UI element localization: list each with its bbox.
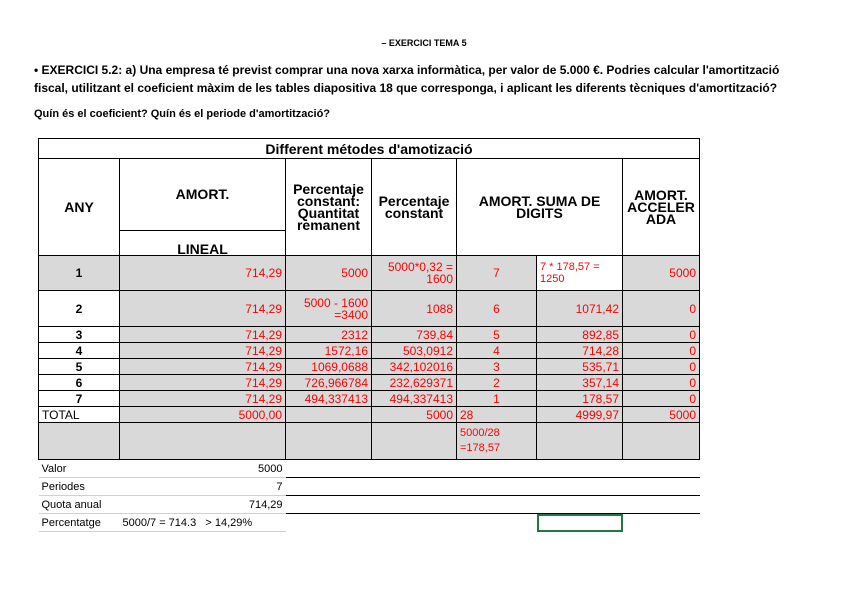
row-digit: 5 xyxy=(457,327,537,343)
row-any: 6 xyxy=(39,375,120,391)
total-row xyxy=(39,407,700,423)
row-remanent: 2312 xyxy=(286,327,372,343)
table-row xyxy=(39,391,700,407)
valor-row xyxy=(39,460,700,478)
periodes-label: Periodes xyxy=(39,478,120,496)
total-digit: 28 xyxy=(457,407,537,423)
amortization-table xyxy=(38,138,700,532)
empty-cell xyxy=(372,460,457,478)
valor-label: Valor xyxy=(39,460,120,478)
empty-cell xyxy=(623,514,700,532)
row-accelerada: 0 xyxy=(623,327,700,343)
total-constant: 5000 xyxy=(372,407,457,423)
row-lineal: 714,29 xyxy=(120,291,286,327)
row-remanent: 5000 xyxy=(286,256,372,291)
empty-cell xyxy=(457,478,537,496)
row-constant: 342,102016 xyxy=(372,359,457,375)
row-constant: 503,0912 xyxy=(372,343,457,359)
quota-label: Quota anual xyxy=(39,496,120,514)
row-any: 5 xyxy=(39,359,120,375)
row-digit: 1 xyxy=(457,391,537,407)
total-label: TOTAL xyxy=(39,407,120,423)
row-digit: 4 xyxy=(457,343,537,359)
row-accelerada: 0 xyxy=(623,391,700,407)
row-lineal: 714,29 xyxy=(120,327,286,343)
row-remanent: 1069,0688 xyxy=(286,359,372,375)
percentatge-calc-text: 5000/7 = 714.3 xyxy=(122,516,197,529)
empty-cell xyxy=(372,478,457,496)
row-constant: 1088 xyxy=(372,291,457,327)
header-pct-constant: Percentaje constant xyxy=(372,159,457,256)
suma-digits-note: 5000/28 =178,57 xyxy=(457,423,537,460)
note-empty xyxy=(623,423,700,460)
row-suma: 357,14 xyxy=(537,375,623,391)
row-suma: 1071,42 xyxy=(537,291,623,327)
row-remanent: 726,966784 xyxy=(286,375,372,391)
note-row xyxy=(39,423,700,460)
total-accelerada: 5000 xyxy=(623,407,700,423)
note-empty xyxy=(372,423,457,460)
empty-cell xyxy=(537,460,623,478)
row-digit: 3 xyxy=(457,359,537,375)
empty-cell xyxy=(286,478,372,496)
total-lineal: 5000,00 xyxy=(120,407,286,423)
periodes-row xyxy=(39,478,700,496)
row-lineal: 714,29 xyxy=(120,359,286,375)
note-empty xyxy=(120,423,286,460)
table-row xyxy=(39,256,700,291)
row-constant: 5000*0,32 = 1600 xyxy=(372,256,457,291)
row-any: 7 xyxy=(39,391,120,407)
row-remanent: 494,337413 xyxy=(286,391,372,407)
exercise-statement: • EXERCICI 5.2: a) Una empresa té previst comprar una nova xarxa informàtica, per valor de 5.000 €. Podries calcular l'amortització fiscal, utilitzant el coeficient màxim de les tables diapositiva 18 que corresponga, i aplicant les diferents tècniques d'amortització? xyxy=(34,63,780,95)
quota-row xyxy=(39,496,700,514)
percentatge-result: > 14,29% xyxy=(205,516,253,529)
row-accelerada: 0 xyxy=(623,359,700,375)
row-suma: 892,85 xyxy=(537,327,623,343)
row-digit: 6 xyxy=(457,291,537,327)
exercise-heading: – EXERCICI TEMA 5 xyxy=(381,38,467,48)
row-constant: 232,629371 xyxy=(372,375,457,391)
note-empty xyxy=(537,423,623,460)
empty-cell xyxy=(537,478,623,496)
row-digit: 7 xyxy=(457,256,537,291)
empty-cell xyxy=(623,478,700,496)
empty-cell xyxy=(537,496,623,514)
row-constant: 494,337413 xyxy=(372,391,457,407)
row-any: 3 xyxy=(39,327,120,343)
header-accelerada: AMORT. ACCELER ADA xyxy=(623,159,700,256)
empty-cell xyxy=(286,460,372,478)
table-title: Different métodes d'amotizació xyxy=(39,139,700,159)
row-suma: 535,71 xyxy=(537,359,623,375)
row-accelerada: 0 xyxy=(623,291,700,327)
row-accelerada: 0 xyxy=(623,375,700,391)
total-suma: 4999,97 xyxy=(537,407,623,423)
row-accelerada: 0 xyxy=(623,343,700,359)
header-row xyxy=(39,159,700,231)
header-lineal: LINEAL xyxy=(120,230,286,255)
empty-cell xyxy=(286,496,372,514)
row-remanent: 1572,16 xyxy=(286,343,372,359)
row-lineal: 714,29 xyxy=(120,343,286,359)
row-lineal: 714,29 xyxy=(120,256,286,291)
total-remanent-empty xyxy=(286,407,372,423)
table-row xyxy=(39,375,700,391)
selected-cell[interactable] xyxy=(537,514,623,532)
row-lineal: 714,29 xyxy=(120,391,286,407)
row-any: 4 xyxy=(39,343,120,359)
percentatge-calc xyxy=(120,514,286,532)
empty-cell xyxy=(457,460,537,478)
empty-cell xyxy=(372,496,457,514)
row-accelerada: 5000 xyxy=(623,256,700,291)
row-digit: 2 xyxy=(457,375,537,391)
empty-cell xyxy=(372,514,457,532)
row-constant: 739,84 xyxy=(372,327,457,343)
empty-cell xyxy=(457,496,537,514)
table-row xyxy=(39,327,700,343)
row-suma: 714,28 xyxy=(537,343,623,359)
row-suma: 178,57 xyxy=(537,391,623,407)
header-pct-remanent: Percentaje constant: Quantitat remanent xyxy=(286,159,372,256)
row-lineal: 714,29 xyxy=(120,375,286,391)
exercise-question: Quín és el coeficient? Quín és el periode d'amortització? xyxy=(34,108,331,120)
row-any: 2 xyxy=(39,291,120,327)
row-suma: 7 * 178,57 = 1250 xyxy=(537,256,623,291)
empty-cell xyxy=(623,496,700,514)
quota-value: 714,29 xyxy=(120,496,286,514)
empty-cell xyxy=(286,514,372,532)
table-row xyxy=(39,359,700,375)
valor-value: 5000 xyxy=(120,460,286,478)
table-row xyxy=(39,343,700,359)
periodes-value: 7 xyxy=(120,478,286,496)
header-amort: AMORT. xyxy=(120,159,286,231)
percentatge-label: Percentatge xyxy=(39,514,120,532)
empty-cell xyxy=(623,460,700,478)
note-empty xyxy=(39,423,120,460)
header-any: ANY xyxy=(39,159,120,256)
row-any: 1 xyxy=(39,256,120,291)
note-empty xyxy=(286,423,372,460)
percentatge-row xyxy=(39,514,700,532)
empty-cell xyxy=(457,514,537,532)
table-row xyxy=(39,291,700,327)
row-remanent: 5000 - 1600 =3400 xyxy=(286,291,372,327)
header-suma-digits: AMORT. SUMA DE DIGITS xyxy=(457,159,623,256)
